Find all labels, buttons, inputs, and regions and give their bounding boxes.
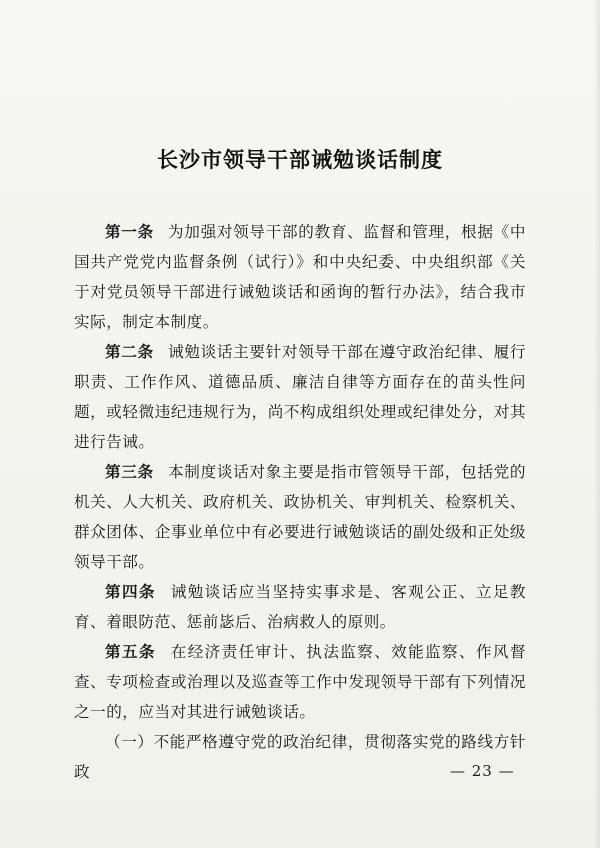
article-3-text: 本制度谈话对象主要是指市管领导干部，包括党的机关、人大机关、政府机关、政协机关、审判机关、检察机关、群众团体、企事业单位中有必要进行诫勉谈话的副处级和正处级领导干部。 [74, 463, 526, 571]
scan-edge-shadow [594, 0, 600, 848]
article-1-text: 为加强对领导干部的教育、监督和管理，根据《中国共产党党内监督条例（试行）》和中央纪委、中央组织部《关于对党员领导干部进行诫勉谈话和函询的暂行办法》，结合我市实际，制定本制度。 [74, 223, 526, 331]
article-2 [74, 337, 526, 457]
document-title: 长沙市领导干部诫勉谈话制度 [157, 147, 443, 172]
article-5-text: 在经济责任审计、执法监察、效能监察、作风督查、专项检查或治理以及巡查等工作中发现领导干部有下列情况之一的，应当对其进行诫勉谈话。 [74, 643, 526, 721]
article-1 [74, 217, 526, 337]
article-4-text: 诫勉谈话应当坚持实事求是、客观公正、立足教育、着眼防范、惩前毖后、治病救人的原则。 [74, 583, 526, 631]
article-5 [74, 637, 526, 727]
article-2-text: 诫勉谈话主要针对领导干部在遵守政治纪律、履行职责、工作作风、道德品质、廉洁自律等方面存在的苗头性问题，或轻微违纪违规行为，尚不构成组织处理或纪律处分，对其进行告诫。 [74, 343, 526, 451]
article-3 [74, 457, 526, 577]
page-number: — 23 — [450, 762, 515, 780]
document-body [74, 217, 526, 787]
article-4 [74, 577, 526, 637]
article-3-label: 第三条 [105, 463, 154, 481]
article-1-label: 第一条 [105, 223, 154, 241]
article-5-label: 第五条 [105, 643, 156, 661]
article-2-label: 第二条 [105, 343, 154, 361]
article-4-label: 第四条 [105, 583, 156, 601]
article-5-item-1: （一）不能严格遵守党的政治纪律，贯彻落实党的路线方针政 [74, 733, 526, 781]
